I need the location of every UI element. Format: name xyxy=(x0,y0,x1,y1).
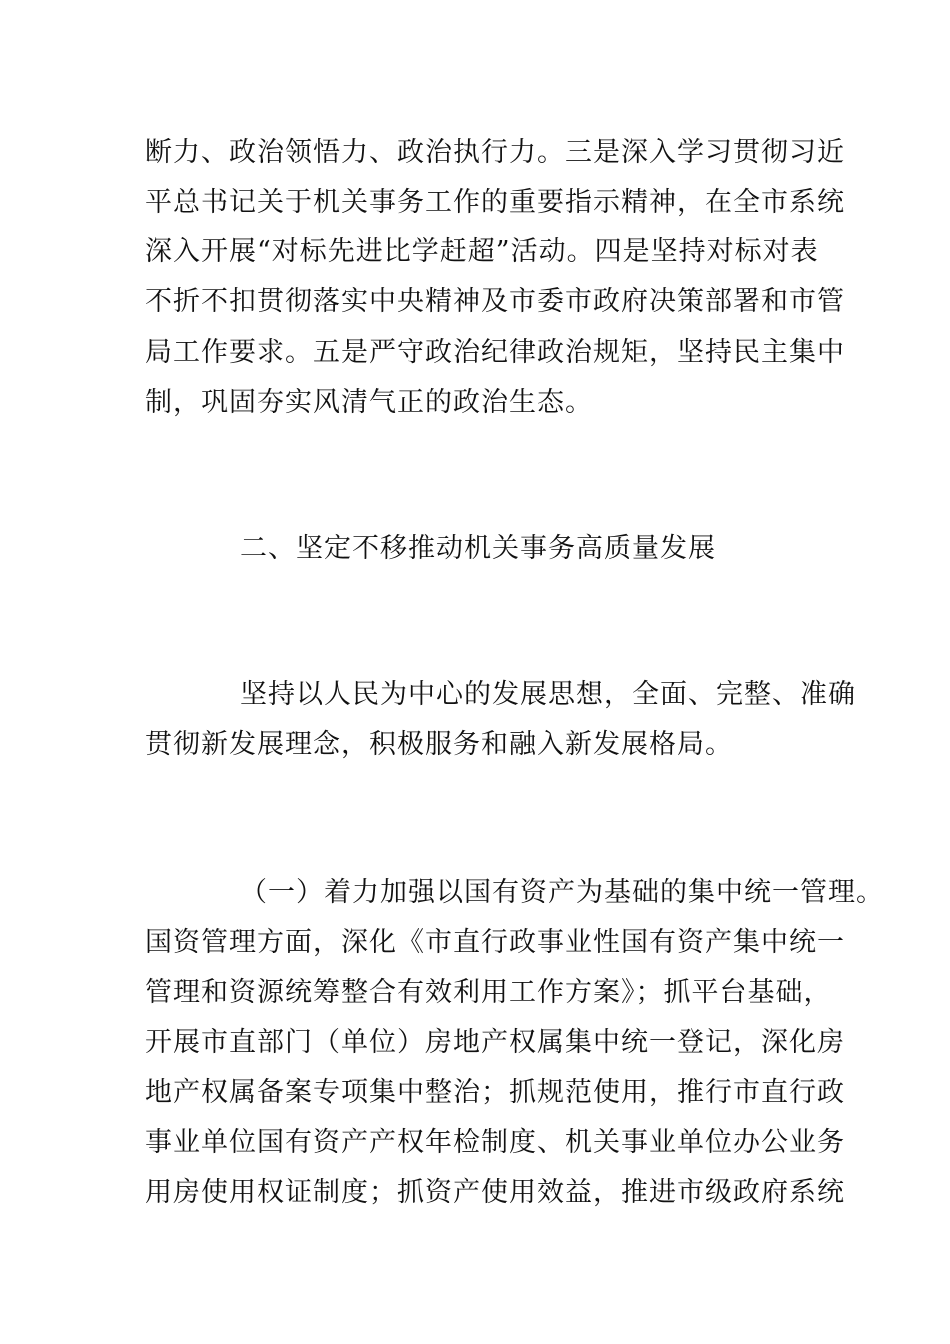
paragraph-3-line-1: （一）着力加强以国有资产为基础的集中统一管理。 xyxy=(240,877,884,908)
paragraph-3-line-2: 国资管理方面，深化《市直行政事业性国有资产集中统一 xyxy=(145,927,845,958)
paragraph-3-line-5: 地产权属备案专项集中整治；抓规范使用，推行市直行政 xyxy=(145,1077,845,1108)
paragraph-3-line-7: 用房使用权证制度；抓资产使用效益，推进市级政府系统 xyxy=(145,1177,845,1208)
section-heading: 二、坚定不移推动机关事务高质量发展 xyxy=(240,533,716,564)
paragraph-1-line-6: 制，巩固夯实风清气正的政治生态。 xyxy=(145,387,593,418)
paragraph-3-line-4: 开展市直部门（单位）房地产权属集中统一登记，深化房 xyxy=(145,1027,845,1058)
paragraph-1-line-1: 断力、政治领悟力、政治执行力。三是深入学习贯彻习近 xyxy=(145,137,845,168)
paragraph-1-line-4: 不折不扣贯彻落实中央精神及市委市政府决策部署和市管 xyxy=(145,286,845,317)
paragraph-1-line-2: 平总书记关于机关事务工作的重要指示精神，在全市系统 xyxy=(145,187,845,218)
paragraph-3-line-3: 管理和资源统筹整合有效利用工作方案》；抓平台基础， xyxy=(145,977,832,1008)
paragraph-2-line-1: 坚持以人民为中心的发展思想，全面、完整、准确 xyxy=(240,679,856,710)
paragraph-1-line-5: 局工作要求。五是严守政治纪律政治规矩，坚持民主集中 xyxy=(145,337,845,368)
paragraph-1-line-3: 深入开展“对标先进比学赶超”活动。四是坚持对标对表 xyxy=(145,236,819,267)
paragraph-3-line-6: 事业单位国有资产产权年检制度、机关事业单位办公业务 xyxy=(145,1127,845,1158)
paragraph-2-line-2: 贯彻新发展理念，积极服务和融入新发展格局。 xyxy=(145,729,733,760)
